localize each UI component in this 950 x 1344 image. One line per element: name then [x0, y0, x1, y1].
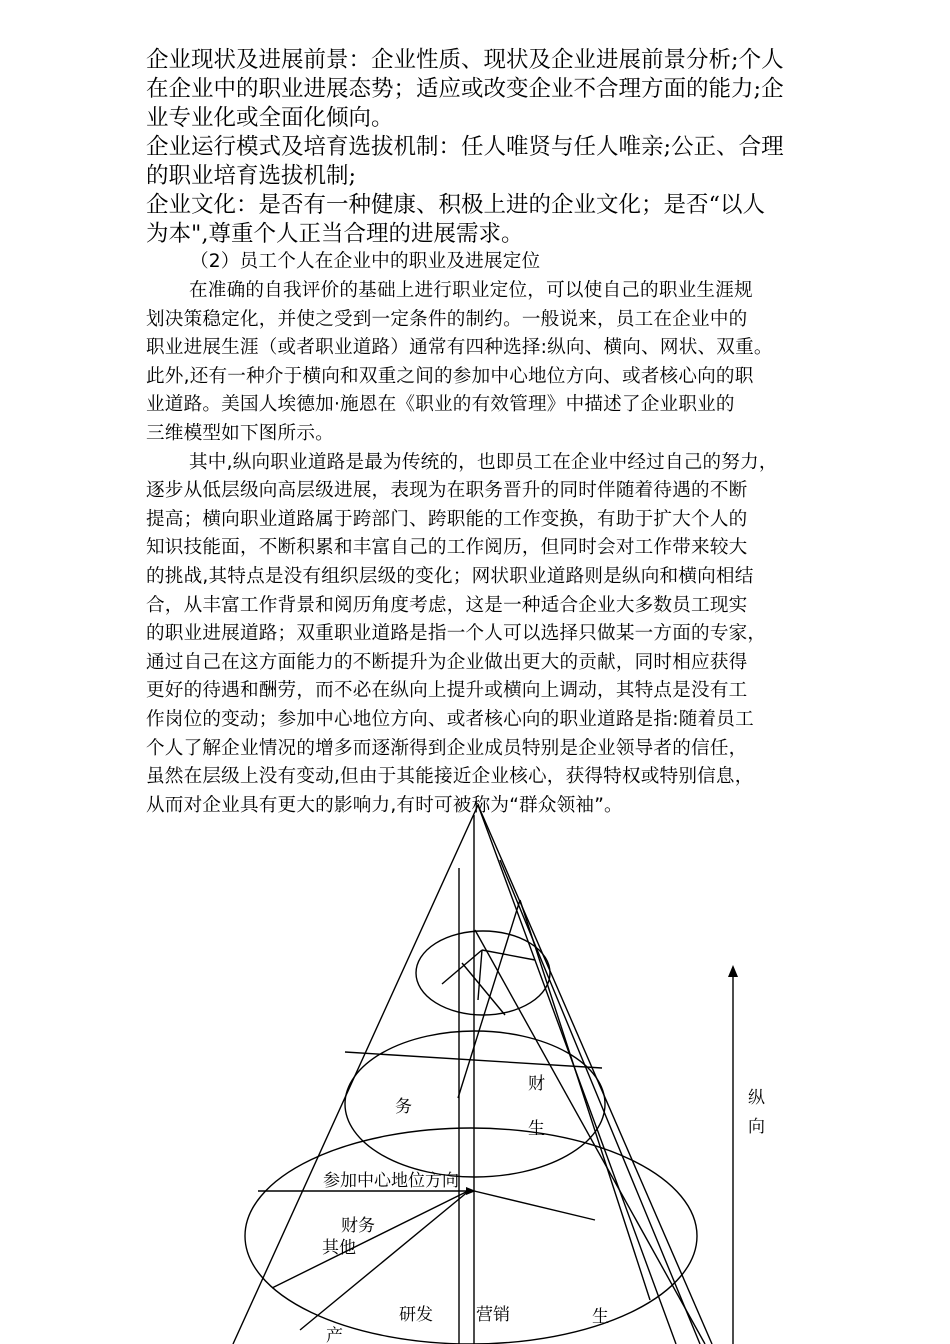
label-mid-right-top: 财 [528, 1074, 545, 1094]
text-line: 提高；横向职业道路属于跨部门、跨职能的工作变换，有助于扩大个人的 [146, 509, 748, 530]
vertical-arrowhead [728, 965, 738, 977]
text-line: 更好的待遇和酬劳，而不必在纵向上提升或横向上调动，其特点是没有工 [146, 680, 748, 701]
label-vertical-1: 纵 [748, 1088, 765, 1108]
text-line: 在准确的自我评价的基础上进行职业定位，可以使自己的职业生涯规 [189, 280, 753, 301]
label-mid-right-bottom: 生 [528, 1119, 545, 1139]
radial-line [272, 1190, 470, 1288]
text-line: 业专业化或全面化倾向。 [146, 105, 394, 131]
text-line: 划决策稳定化，并使之受到一定条件的制约。一般说来，员工在企业中的 [146, 309, 748, 330]
text-line: 企业运行模式及培育选拔机制：任人唯贤与任人唯亲;公正、合理 [146, 134, 784, 160]
text-line: 合，从丰富工作背景和阅历角度考虑，这是一种适合企业大多数员工现实 [146, 595, 748, 616]
radial-line [482, 950, 535, 960]
radial-line [520, 900, 650, 1300]
text-line: 职业进展生涯（或者职业道路）通常有四种选择:纵向、横向、网状、双重。 [146, 337, 773, 358]
text-line: 企业现状及进展前景：企业性质、现状及企业进展前景分析;个人 [146, 47, 784, 73]
label-rd: 研发 [399, 1305, 433, 1325]
text-line: 其中,纵向职业道路是最为传统的，也即员工在企业中经过自己的努力， [189, 452, 778, 473]
label-vertical-2: 向 [748, 1117, 765, 1137]
radial-line [458, 900, 520, 1098]
label-finance: 财务 [341, 1216, 375, 1236]
text-line: 企业文化：是否有一种健康、积极上进的企业文化；是否“以人 [146, 192, 766, 218]
text-line: 逐步从低层级向高层级进展，表现为在职务晋升的同时伴随着待遇的不断 [146, 480, 748, 501]
text-line: 虽然在层级上没有变动,但由于其能接近企业核心，获得特权或特别信息， [146, 766, 754, 787]
text-line: 知识技能面，不断积累和丰富自己的工作阅历，但同时会对工作带来较大 [146, 537, 748, 558]
text-line: 为本",尊重个人正当合理的进展需求。 [146, 221, 524, 247]
text-line: 作岗位的变动；参加中心地位方向、或者核心向的职业道路是指:随着员工 [146, 709, 754, 730]
middle-layer-ellipse [345, 1031, 605, 1177]
text-line: 的职业培育选拔机制; [146, 163, 357, 189]
label-other: 其他 [322, 1238, 356, 1258]
label-production-left: 产 [326, 1326, 343, 1344]
text-line: 从而对企业具有更大的影响力,有时可被称为“群众领袖”。 [146, 795, 623, 816]
label-marketing: 营销 [476, 1305, 510, 1325]
text-line: 业道路。美国人埃德加·施恩在《职业的有效管理》中描述了企业职业的 [146, 394, 735, 415]
text-line: 通过自己在这方面能力的不断提升为企业做出更大的贡献，同时相应获得 [146, 652, 748, 673]
cone-right-edge [478, 805, 712, 1344]
text-line: 的职业进展道路；双重职业道路是指一个人可以选择只做某一方面的专家， [146, 623, 767, 644]
text-line: 个人了解企业情况的增多而逐渐得到企业成员特别是企业领导者的信任， [146, 738, 748, 759]
section-heading: （2）员工个人在企业中的职业及进展定位 [190, 251, 541, 272]
label-mid-left: 务 [395, 1097, 412, 1117]
text-line: 的挑战,其特点是没有组织层级的变化；网状职业道路则是纵向和横向相结 [146, 566, 754, 587]
text-line: 三维模型如下图所示。 [146, 423, 334, 444]
label-production-right: 生 [592, 1307, 609, 1327]
label-center-direction: 参加中心地位方向 [323, 1171, 459, 1191]
radial-line [470, 1190, 595, 1220]
text-line: 在企业中的职业进展态势；适应或改变企业不合理方面的能力;企 [146, 76, 784, 102]
radial-line [475, 930, 705, 1344]
text-line: 此外,还有一种介于横向和双重之间的参加中心地位方向、或者核心向的职 [146, 366, 754, 387]
radial-line [300, 1190, 470, 1330]
radial-line [478, 950, 482, 1000]
